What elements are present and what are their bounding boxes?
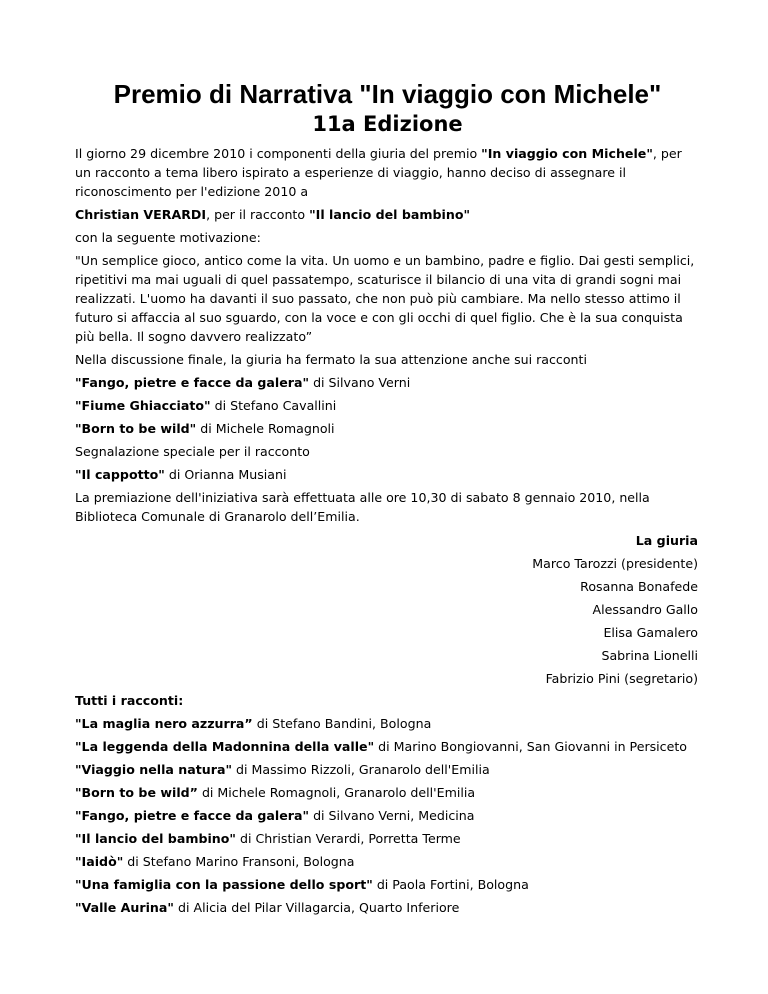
jury-member: Sabrina Lionelli xyxy=(601,648,698,663)
story-author: di Alicia del Pilar Villagarcia, Quarto Inferiore xyxy=(173,900,460,915)
story-author: di Massimo Rizzoli, Granarolo dell'Emilia xyxy=(232,762,490,777)
story-item xyxy=(75,829,700,848)
motivation-label: con la seguente motivazione: xyxy=(75,230,261,245)
special-title: "Il cappotto" xyxy=(75,467,165,482)
story-title: "Valle Aurina" xyxy=(75,900,174,915)
story-title: "Iaidò" xyxy=(75,854,124,869)
intro-after: , per un racconto a tema libero ispirato a esperienze di viaggio, hanno deciso di assegnare il riconoscimento per l'edizione 2010 a xyxy=(75,146,682,199)
jury-member: Rosanna Bonafede xyxy=(580,579,698,594)
special-label: Segnalazione speciale per il racconto xyxy=(75,444,310,459)
intro-before: Il giorno 29 dicembre 2010 i componenti della giuria del premio xyxy=(75,146,482,161)
jury-member: Alessandro Gallo xyxy=(592,602,698,617)
story-item xyxy=(75,898,700,917)
story-author: di Stefano Marino Fransoni, Bologna xyxy=(123,854,355,869)
motivation-text: "Un semplice gioco, antico come la vita. Un uomo e un bambino, padre e figlio. Dai gesti semplici, ripetitivi ma mai uguali di quel passatempo, scaturisce il bilancio di una vita di grandi sogni mai realizzati. L'uomo ha davanti il suo passato, che non può più cambiare. Ma nello stesso attimo il futuro si affaccia al suo sguardo, con la voce e con gli occhi di quel figlio. Che è la sua conquista più bella. Il sogno davvero realizzato” xyxy=(75,253,695,344)
mention-item xyxy=(75,396,700,415)
winner-mid: , per il racconto xyxy=(206,207,310,222)
mention-item xyxy=(75,419,700,438)
winner-story: "Il lancio del bambino" xyxy=(309,207,471,222)
document-title: Premio di Narrativa "In viaggio con Michele" xyxy=(113,79,662,109)
all-stories-heading-text: Tutti i racconti: xyxy=(75,693,184,708)
winner-paragraph xyxy=(75,205,700,224)
mention-author: di Michele Romagnoli xyxy=(196,421,335,436)
mention-item xyxy=(75,373,700,392)
ceremony-paragraph: La premiazione dell'iniziativa sarà effettuata alle ore 10,30 di sabato 8 gennaio 2010, nella Biblioteca Comunale di Granarolo dell’Emilia. xyxy=(75,490,650,524)
story-item xyxy=(75,714,700,733)
jury-block xyxy=(75,530,698,689)
story-title: "Born to be wild” xyxy=(75,785,198,800)
story-item xyxy=(75,875,700,894)
story-item xyxy=(75,760,700,779)
mention-title: "Born to be wild" xyxy=(75,421,197,436)
mention-title: "Fiume Ghiacciato" xyxy=(75,398,211,413)
story-author: di Silvano Verni, Medicina xyxy=(309,808,475,823)
all-stories-heading xyxy=(75,691,700,710)
jury-heading xyxy=(75,530,698,551)
story-title: "La maglia nero azzurra” xyxy=(75,716,253,731)
story-item xyxy=(75,852,700,871)
story-author: di Paola Fortini, Bologna xyxy=(372,877,529,892)
story-title: "Una famiglia con la passione dello sport" xyxy=(75,877,373,892)
story-item xyxy=(75,783,700,802)
story-item xyxy=(75,737,700,756)
jury-member: Marco Tarozzi (presidente) xyxy=(532,556,698,571)
story-author: di Stefano Bandini, Bologna xyxy=(252,716,432,731)
winner-name: Christian VERARDI xyxy=(75,207,207,222)
mention-title: "Fango, pietre e facce da galera" xyxy=(75,375,310,390)
edition-heading: 11a Edizione xyxy=(312,112,463,136)
story-title: "Il lancio del bambino" xyxy=(75,831,236,846)
mention-author: di Stefano Cavallini xyxy=(210,398,337,413)
story-author: di Christian Verardi, Porretta Terme xyxy=(235,831,461,846)
jury-member: Fabrizio Pini (segretario) xyxy=(545,671,698,686)
story-title: "Fango, pietre e facce da galera" xyxy=(75,808,310,823)
jury-member: Elisa Gamalero xyxy=(603,625,698,640)
story-title: "La leggenda della Madonnina della valle" xyxy=(75,739,375,754)
special-item xyxy=(75,465,700,484)
intro-premio: "In viaggio con Michele" xyxy=(481,146,653,161)
story-item xyxy=(75,806,700,825)
intro-paragraph xyxy=(75,144,700,201)
special-author: di Orianna Musiani xyxy=(164,467,287,482)
jury-heading-text: La giuria xyxy=(635,533,698,548)
story-author: di Marino Bongiovanni, San Giovanni in Persiceto xyxy=(374,739,687,754)
story-title: "Viaggio nella natura" xyxy=(75,762,233,777)
mention-author: di Silvano Verni xyxy=(309,375,411,390)
attention-label: Nella discussione finale, la giuria ha fermato la sua attenzione anche sui racconti xyxy=(75,352,587,367)
story-author: di Michele Romagnoli, Granarolo dell'Emilia xyxy=(197,785,476,800)
